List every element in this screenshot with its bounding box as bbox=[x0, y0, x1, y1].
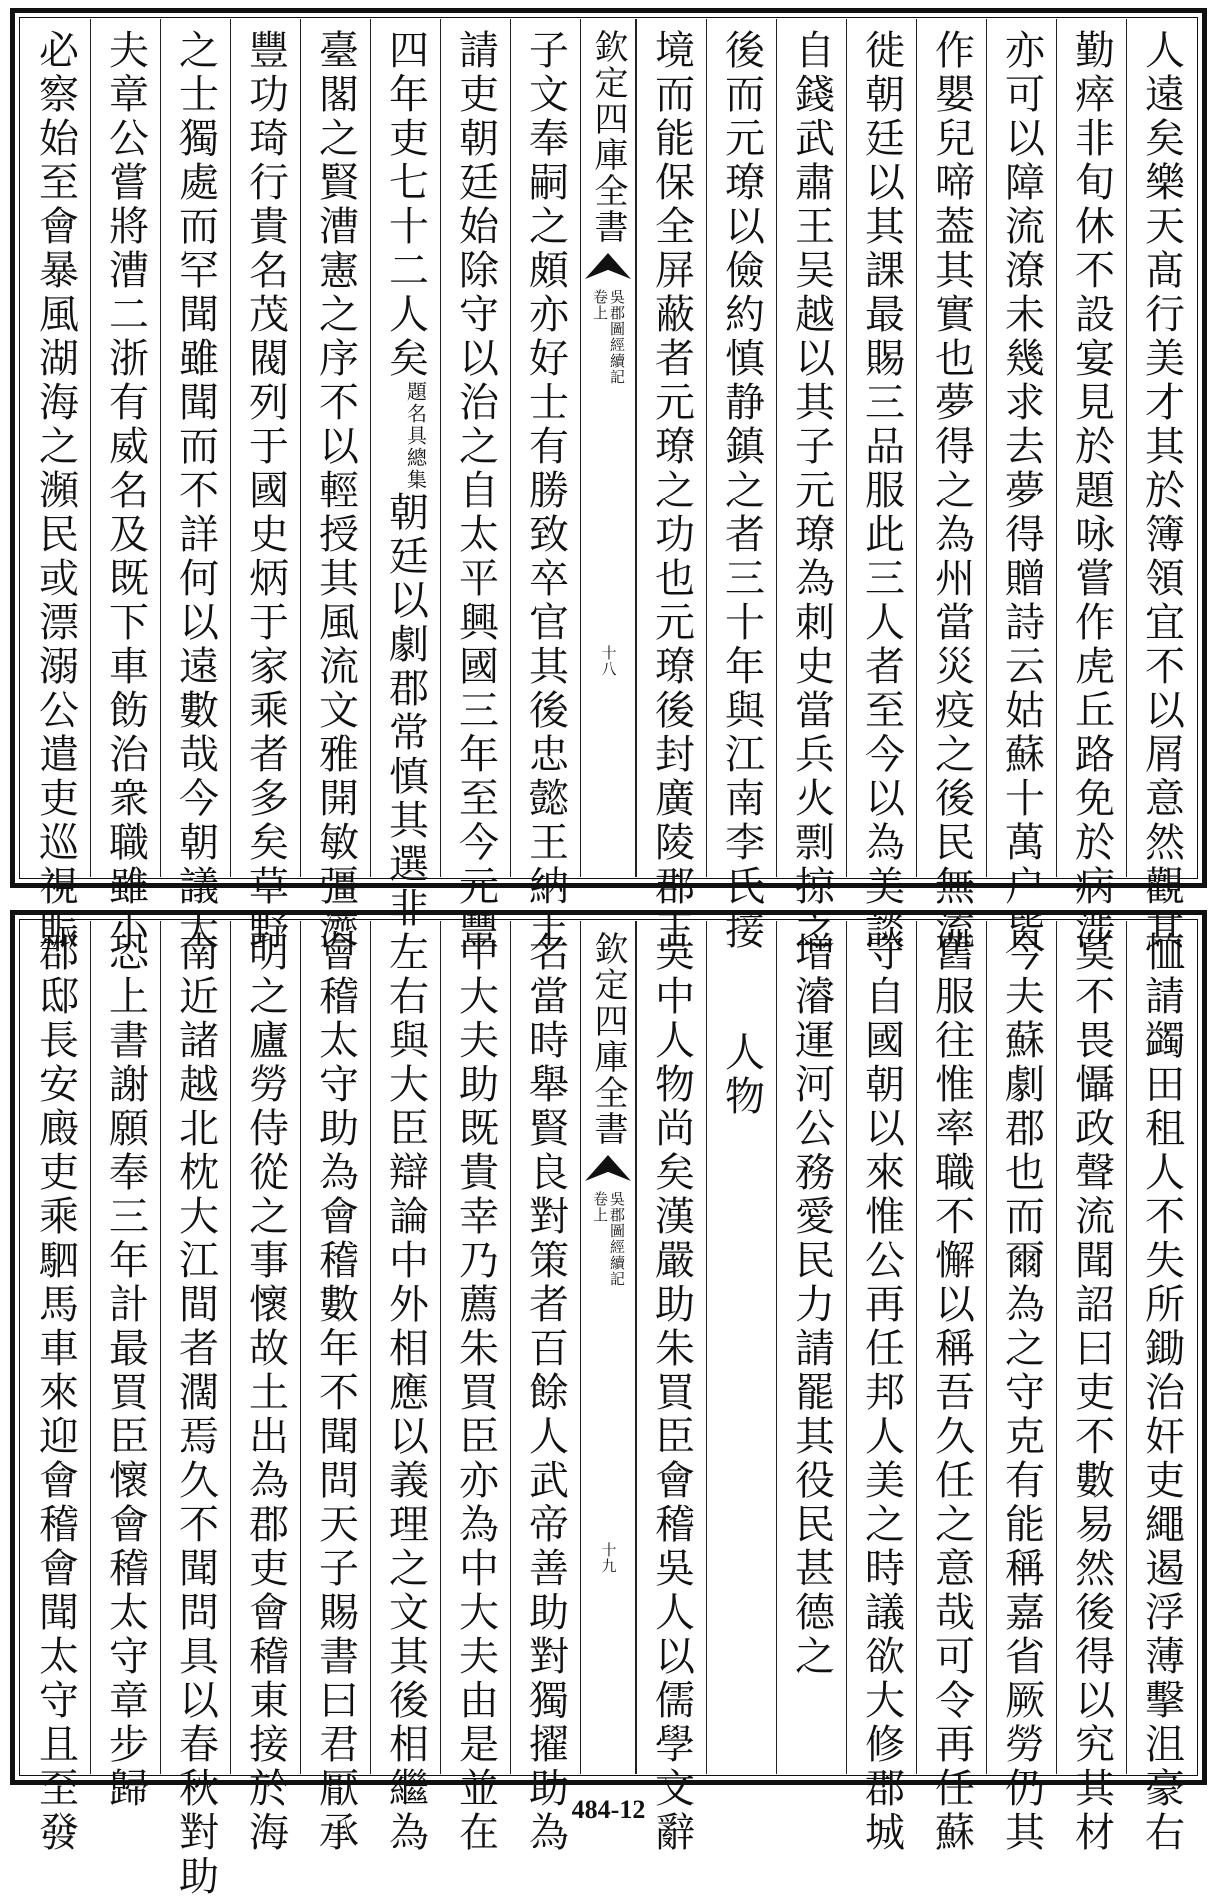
book-title: 欽定四庫全書 bbox=[588, 931, 628, 1147]
column: 莫不畏懾政聲流聞詔曰吏不數易然後得以究其材 bbox=[1056, 921, 1126, 1774]
volume-label: 卷上 bbox=[591, 1191, 609, 1223]
column: 徙朝廷以其課最賜三品服此三人者至今以為美談 bbox=[846, 19, 916, 877]
column: 請吏朝廷始除守以治之自太平興國三年至今元豐 bbox=[440, 19, 510, 877]
column: 增濬運河公務愛民力請罷其役民甚德之 bbox=[776, 921, 846, 1774]
column: 必察始至會暴風湖海之瀕民或漂溺公遣吏巡視賑 bbox=[32, 29, 79, 953]
column: 中大夫助既貴幸乃薦朱買臣亦為中大夫由是並在 bbox=[440, 921, 510, 1774]
column: 名當時舉賢良對策者百餘人武帝善助對獨擢助為 bbox=[510, 921, 580, 1774]
banxin-center-column bbox=[580, 921, 636, 1774]
fish-tail-mark-icon bbox=[585, 1155, 631, 1181]
fish-tail-mark-icon bbox=[585, 253, 631, 279]
column: 人遠矣樂天髙行美才其於簿領宜不以屑意然觀其 bbox=[1126, 19, 1196, 877]
column: 之士獨處而罕聞雖聞而不詳何以遠數哉今朝議大 bbox=[160, 19, 230, 877]
column: 臺閣之賢漕憲之序不以輕授其風流文雅開敏彊濟 bbox=[300, 19, 370, 877]
column: 守自國朝以來惟公再任邦人美之時議欲大修郡城 bbox=[846, 921, 916, 1774]
folio-number: 十八 bbox=[599, 645, 618, 677]
column: 舊服往惟率職不懈以稱吾久任之意哉可令再任蘇 bbox=[916, 921, 986, 1774]
column: 後而元璙以儉約慎静鎮之者三十年與江南李氏接 bbox=[706, 19, 776, 877]
banxin-center-column bbox=[580, 19, 636, 877]
column: 南近諸越北枕大江間者濶焉久不聞問具以春秋對助 bbox=[160, 921, 230, 1774]
sub-title: 吳郡圖經續記 bbox=[608, 289, 626, 385]
column: 左右與大臣辯論中外相應以義理之文其後相繼為 bbox=[370, 921, 440, 1774]
column: 自錢武肅王吴越以其子元璙為刺史當兵火剽掠之 bbox=[776, 19, 846, 877]
volume-label: 卷上 bbox=[591, 289, 609, 321]
page-18 bbox=[10, 8, 1207, 953]
column: 恤請蠲田租人不失所鋤治奸吏繩遏浮薄擊沮豪右 bbox=[1126, 921, 1196, 1774]
interlinear-note: 題名具總集 bbox=[403, 381, 428, 491]
column: 夫章公嘗將漕二浙有威名及既下車飭治衆職雖小 bbox=[90, 19, 160, 877]
section-heading: 人物 bbox=[706, 921, 776, 1774]
folio-number: 十九 bbox=[599, 1542, 618, 1574]
column: 吳中人物尚矣漢嚴助朱買臣會稽吳人以儒學文辭 bbox=[636, 921, 706, 1774]
column-with-note: 四年吏七十二人矣 題名具總集 朝廷以劇郡常慎其選非 bbox=[370, 19, 440, 877]
column: 郡邸長安廄吏乘駟馬車來迎會稽會聞太守且至發 bbox=[32, 931, 79, 1855]
column: 亦可以障流潦未幾求去夢得贈詩云姑蘇十萬户皆 bbox=[986, 19, 1056, 877]
column: 會稽太守助為會稽數年不聞問天子賜書曰君厭承 bbox=[300, 921, 370, 1774]
volume-page-number: 484-12 bbox=[571, 1795, 646, 1824]
column: 豐功琦行貴名茂閥列于國史炳于家乘者多矣草野 bbox=[230, 19, 300, 877]
column: 恐上書謝願奉三年計最買臣懷會稽太守章步歸 bbox=[90, 921, 160, 1774]
book-title: 欽定四庫全書 bbox=[588, 29, 628, 245]
column: 作嬰兒啼葢其實也夢得之為州當災疫之後民無流 bbox=[916, 19, 986, 877]
column: 今夫蘇劇郡也而爾為之守克有能稱嘉省厥勞仍其 bbox=[986, 921, 1056, 1774]
sub-title: 吳郡圖經續記 bbox=[608, 1191, 626, 1287]
column: 勤瘁非旬休不設宴見於題咏嘗作虎丘路免於病涉 bbox=[1056, 19, 1126, 877]
column: 子文奉嗣之頗亦好士有勝致卒官其後忠懿王納土 bbox=[510, 19, 580, 877]
column: 明之廬勞侍從之事懷故土出為郡吏會稽東接於海 bbox=[230, 921, 300, 1774]
column: 境而能保全屏蔽者元璙之功也元璙後封廣陵郡王 bbox=[636, 19, 706, 877]
